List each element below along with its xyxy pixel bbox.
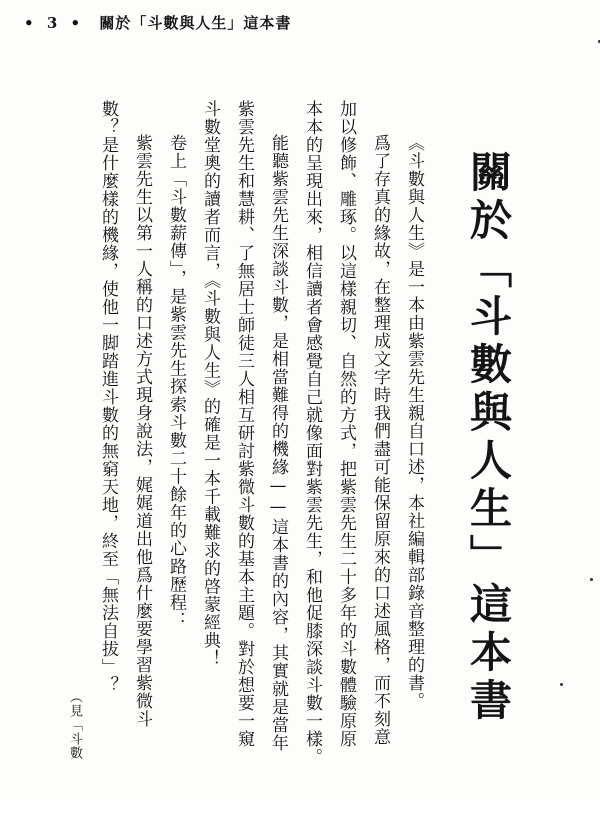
page-number: 3 <box>46 14 58 32</box>
scan-speck <box>560 683 563 686</box>
text-column-3: 加以修飾、雕琢。以這樣親切、自然的方式，把紫雲先生二十多年的斗數體驗原原 <box>336 100 356 748</box>
running-header-title: 關於「斗數與人生」這本書 <box>99 14 292 32</box>
text-column-4: 本本的呈現出來，相信讀者會感覺自己就像面對紫雲先生，和他促膝深談斗數一樣。 <box>302 100 322 766</box>
running-header <box>24 8 584 38</box>
text-column-10: 數？是什麼樣的機緣，使他一脚踏進斗數的無窮天地，終至「無法自拔」？ <box>98 100 118 694</box>
text-column-8: 卷上「斗數薪傳」，是紫雲先生探索斗數二十餘年的心路歷程： <box>166 134 186 630</box>
text-column-7: 斗數堂奧的讀者而言，《斗數與人生》的確是一本千載難求的啓蒙經典！ <box>200 100 220 668</box>
header-bullet-right: • <box>70 14 81 32</box>
text-column-2: 爲了存真的緣故，在整理成文字時我們盡可能保留原來的口述風格，而不刻意 <box>370 134 390 746</box>
text-column-11: （見「斗數 <box>67 690 82 760</box>
text-column-5: 能聽紫雲先生深談斗數，是相當難得的機緣——這本書的內容，其實就是當年 <box>268 134 288 752</box>
scan-speck <box>590 578 593 581</box>
chapter-title: 關於「斗數與人生」這本書 <box>464 150 513 726</box>
text-column-9: 紫雲先生以第一人稱的口述方式現身說法，娓娓道出他爲什麼要學習紫微斗 <box>132 134 152 728</box>
text-column-6: 紫雲先生和慧耕、了無居士師徒三人相互研討紫微斗數的基本主題。對於想要一窺 <box>234 100 254 748</box>
text-column-1: 《斗數與人生》是一本由紫雲先生親自口述，本社編輯部錄音整理的書。 <box>404 134 424 710</box>
header-bullet-left: • <box>24 14 34 32</box>
